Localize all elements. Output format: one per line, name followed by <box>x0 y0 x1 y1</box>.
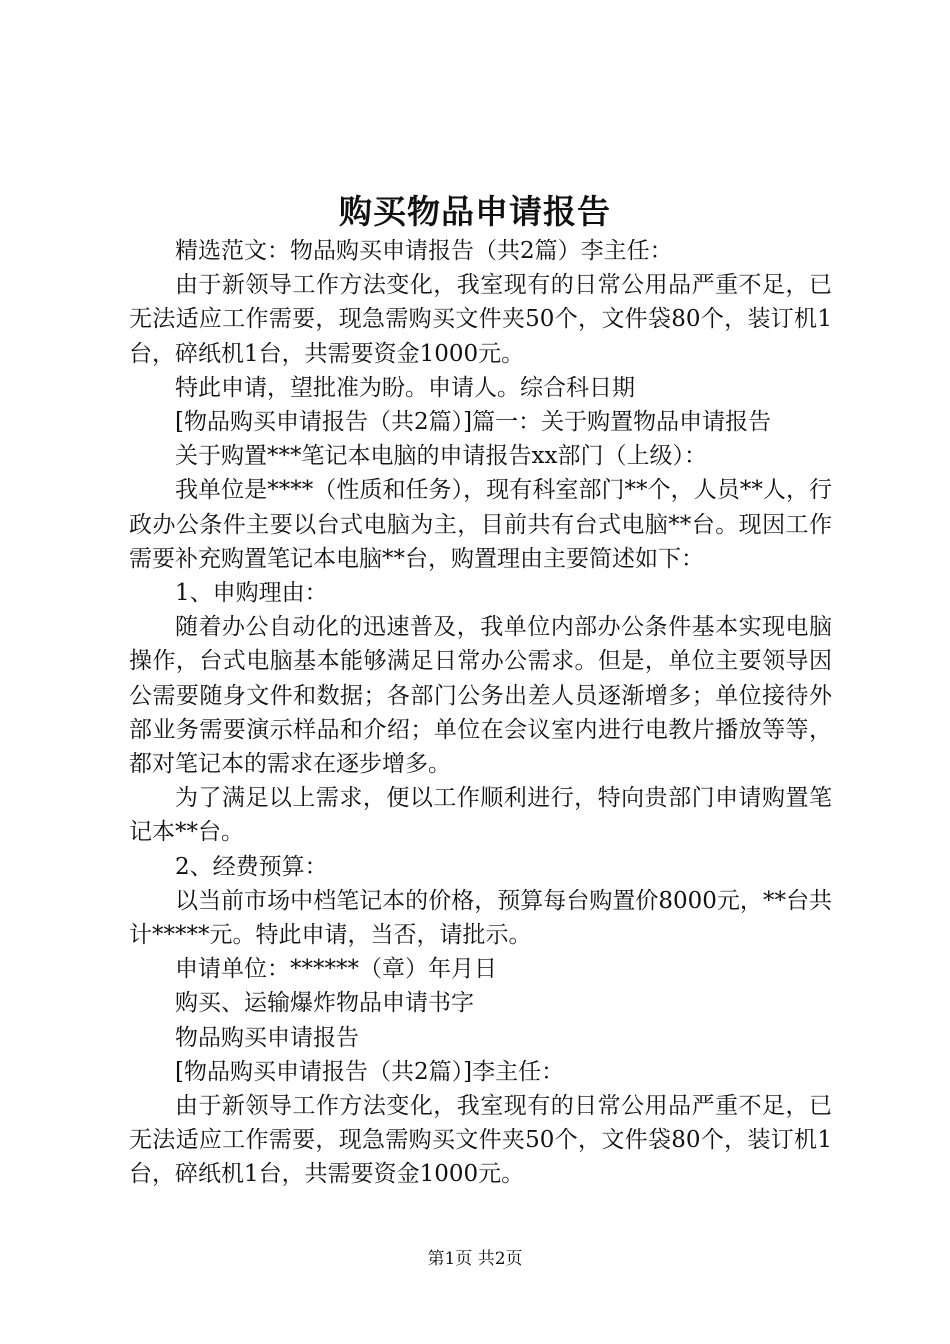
paragraph-budget: 以当前市场中档笔记本的价格，预算每台购置价8000元，**台共计*****元。特此申请，当否，请批示。 <box>129 887 832 949</box>
paragraph-unit-description: 我单位是****（性质和任务），现有科室部门**个，人员**人，行政办公条件主要以台式电脑为主，目前共有台式电脑**台。现因工作需要补充购置笔记本电脑**台，购置理由主要简述如下： <box>129 477 832 572</box>
paragraph-office-automation: 随着办公自动化的迅速普及，我单位内部办公条件基本实现电脑操作，台式电脑基本能够满足日常办公需求。但是，单位主要领导因公需要随身文件和数据；各部门公务出差人员逐渐增多；单位接待外部业务需要演示样品和介绍；单位在会议室内进行电教片播放等等，都对笔记本的需求在逐步增多。 <box>129 614 832 778</box>
paragraph-intro: 精选范文：物品购买申请报告（共2篇）李主任： <box>175 238 673 264</box>
paragraph-second-article-heading: [物品购买申请报告（共2篇）]李主任： <box>175 1058 565 1085</box>
paragraph-purchase-request: 为了满足以上需求，便以工作顺利进行，特向贵部门申请购置笔记本**台。 <box>129 785 832 846</box>
paragraph-reason: 由于新领导工作方法变化，我室现有的日常公用品严重不足，已无法适应工作需要，现急需购买文件夹50个，文件袋80个，装订机1台，碎纸机1台，共需要资金1000元。 <box>129 272 832 367</box>
paragraph-request-closing: 特此申请，望批准为盼。申请人。综合科日期 <box>175 374 635 401</box>
document-body <box>129 234 832 1192</box>
page-number-footer: 第1页 共2页 <box>427 1249 523 1269</box>
paragraph-laptop-report-title: 关于购置***笔记本电脑的申请报告xx部门（上级）： <box>175 443 707 470</box>
paragraph-article-heading: [物品购买申请报告（共2篇）]篇一：关于购置物品申请报告 <box>175 409 772 436</box>
section-heading-budget: 2、经费预算： <box>175 853 328 880</box>
paragraph-report-title-repeat: 物品购买申请报告 <box>175 1024 359 1051</box>
paragraph-reason-repeat: 由于新领导工作方法变化，我室现有的日常公用品严重不足，已无法适应工作需要，现急需购买文件夹50个，文件袋80个，装订机1台，碎纸机1台，共需要资金1000元。 <box>129 1093 832 1188</box>
paragraph-applicant-unit: 申请单位：******（章）年月日 <box>175 956 497 983</box>
section-heading-reason: 1、申购理由： <box>175 580 328 607</box>
paragraph-explosives-application: 购买、运输爆炸物品申请书字 <box>175 990 474 1017</box>
document-title: 购买物品申请报告 <box>339 192 611 231</box>
